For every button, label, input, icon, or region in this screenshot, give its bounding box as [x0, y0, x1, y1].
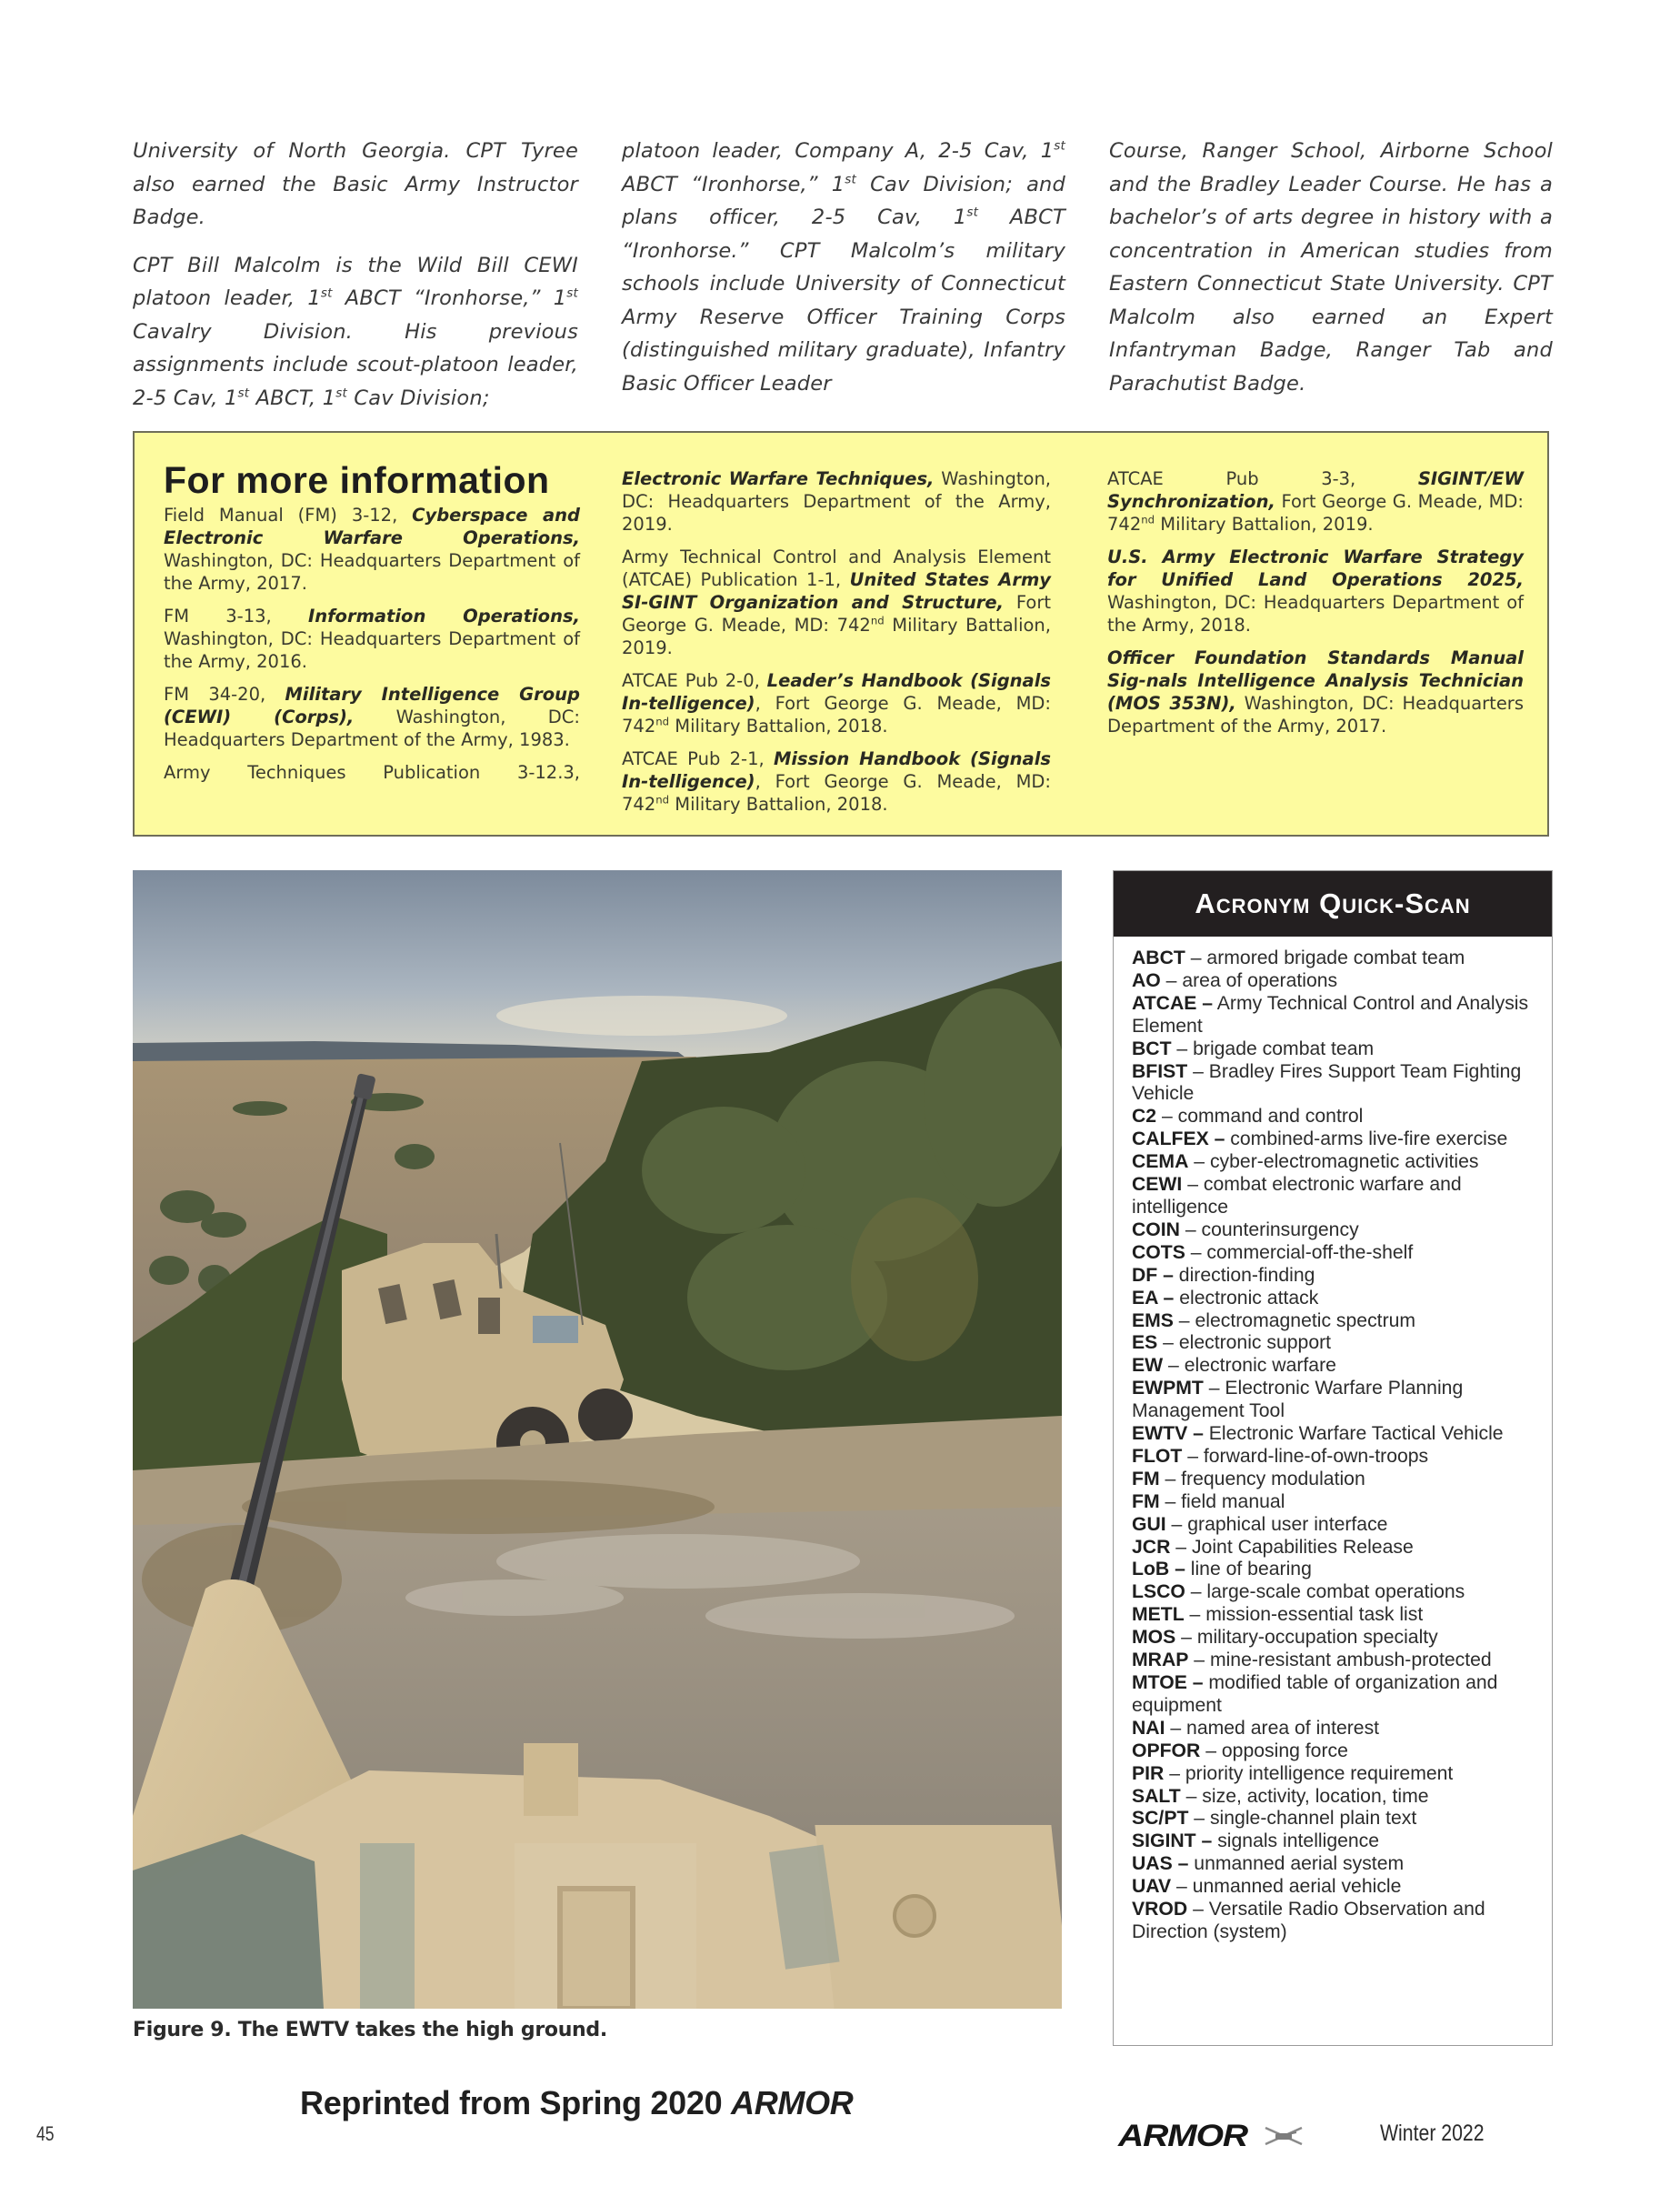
acronym-item: [1132, 1650, 1534, 1672]
acronym-abbr: MRAP: [1132, 1650, 1189, 1671]
acronym-abbr: BCT: [1132, 1038, 1172, 1059]
acronym-definition: combined-arms live-fire exercise: [1225, 1128, 1508, 1150]
acronym-box-title: Acronym Quick-Scan: [1114, 871, 1552, 937]
acronym-abbr: FM: [1132, 1468, 1160, 1489]
acronym-definition: – Joint Capabilities Release: [1170, 1536, 1414, 1558]
acronym-item: [1132, 1808, 1534, 1830]
acronym-abbr: EWTV –: [1132, 1423, 1204, 1445]
acronym-item: [1132, 1355, 1534, 1378]
acronym-abbr: EW: [1132, 1355, 1164, 1377]
reference-item: Army Technical Control and Analysis Element (ATCAE) Publication 1-1, United States Army SI-GINT Organization and Structure, Fort George G. Meade, MD: 742nd Military Battalion, 2019.: [622, 546, 1051, 658]
acronym-abbr: SC/PT: [1132, 1808, 1189, 1830]
acronym-item: [1132, 1106, 1534, 1128]
reference-item: FM 3-13, Information Operations, Washington, DC: Headquarters Department of the Army, 2016.: [164, 606, 580, 672]
acronym-abbr: SIGINT –: [1132, 1830, 1213, 1852]
acronym-item: [1132, 1242, 1534, 1265]
acronym-item: [1132, 1288, 1534, 1310]
crossed-sabers-tank-icon: [1264, 2124, 1304, 2148]
acronym-abbr: GUI: [1132, 1513, 1166, 1535]
acronym-definition: line of bearing: [1185, 1559, 1312, 1580]
reference-item: ATCAE Pub 3-3, SIGINT/EW Synchronization, Fort George G. Meade, MD: 742nd Military Battalion, 2019.: [1107, 468, 1524, 535]
photo-illustration: [133, 870, 1062, 2009]
acronym-item: [1132, 1830, 1534, 1853]
acronym-definition: modified table of organization and equipment: [1132, 1672, 1498, 1716]
acronym-item: [1132, 1763, 1534, 1786]
acronym-abbr: OPFOR: [1132, 1740, 1201, 1761]
acronym-list: [1114, 937, 1552, 1944]
reference-item: Officer Foundation Standards Manual Sig-nals Intelligence Analysis Technician (MOS 353N), Washington, DC: Headquarters Department of the Army, 2017.: [1107, 647, 1524, 737]
acronym-item: [1132, 1446, 1534, 1469]
acronym-abbr: SALT: [1132, 1785, 1181, 1807]
acronym-item: [1132, 1559, 1534, 1581]
acronym-item: [1132, 1740, 1534, 1763]
article-column-2: [622, 135, 1065, 415]
acronym-abbr: AO: [1132, 969, 1161, 991]
acronym-abbr: COTS: [1132, 1241, 1185, 1263]
acronym-abbr: ES: [1132, 1332, 1158, 1354]
acronym-definition: – area of operations: [1160, 969, 1338, 991]
acronym-definition: – opposing force: [1200, 1740, 1348, 1761]
acronym-definition: – command and control: [1156, 1106, 1364, 1128]
reference-item: Army Techniques Publication 3-12.3,: [164, 762, 580, 783]
acronym-abbr: BFIST: [1132, 1060, 1188, 1082]
figure-photo: [133, 870, 1062, 2009]
acronym-abbr: EA –: [1132, 1287, 1175, 1309]
acronym-definition: – cyber-electromagnetic activities: [1188, 1151, 1479, 1173]
acronym-abbr: COIN: [1132, 1218, 1180, 1240]
acronym-item: [1132, 948, 1534, 970]
more-info-box: [133, 431, 1549, 837]
acronym-item: [1132, 1310, 1534, 1333]
acronym-item: [1132, 970, 1534, 993]
article-paragraph: Course, Ranger School, Airborne School and the Bradley Leader Course. He has a bachelor’s of arts degree in history with a concentration in American studies from Eastern Connecticut State University. CPT Malcolm also earned an Expert Infantryman Badge, Ranger Tab and Parachutist Badge.: [1109, 139, 1553, 396]
acronym-abbr: LSCO: [1132, 1581, 1185, 1603]
page-number: 45: [36, 2122, 55, 2145]
article-paragraph: platoon leader, Company A, 2-5 Cav, 1st ABCT “Ironhorse,” 1st Cav Division; and plans officer, 2-5 Cav, 1st ABCT “Ironhorse.” CPT Malcolm’s military schools include University of Connecticut Army Reserve Officer Training Corps (distinguished military graduate), Infantry Basic Officer Leader: [622, 138, 1065, 396]
acronym-abbr: FM: [1132, 1490, 1160, 1512]
figure-caption: Figure 9. The EWTV takes the high ground.: [133, 2019, 607, 2041]
issue-date: Winter 2022: [1380, 2121, 1485, 2146]
acronym-abbr: VROD: [1132, 1899, 1188, 1920]
acronym-definition: Electronic Warfare Tactical Vehicle: [1203, 1423, 1504, 1445]
acronym-item: [1132, 1718, 1534, 1740]
article-paragraph: University of North Georgia. CPT Tyree also earned the Basic Army Instructor Badge.: [133, 139, 578, 229]
acronym-definition: – combat electronic warfare and intelligence: [1132, 1174, 1462, 1218]
article-paragraph: CPT Bill Malcolm is the Wild Bill CEWI platoon leader, 1st ABCT “Ironhorse,” 1st Cavalry Division. His previous assignments include scout-platoon leader, 2-5 Cav, 1st ABCT, 1st Cav Division;: [133, 253, 578, 410]
acronym-item: [1132, 1332, 1534, 1355]
acronym-abbr: DF –: [1132, 1264, 1174, 1286]
armor-logo-text: ARMOR: [1118, 2119, 1247, 2153]
acronym-abbr: CEWI: [1132, 1174, 1183, 1196]
acronym-abbr: LoB –: [1132, 1559, 1185, 1580]
acronym-item: [1132, 1174, 1534, 1219]
reference-item: Field Manual (FM) 3-12, Cyberspace and Electronic Warfare Operations, Washington, DC: Headquarters Department of the Army, 2017.: [164, 505, 580, 594]
acronym-abbr: ABCT: [1132, 948, 1185, 968]
acronym-abbr: JCR: [1132, 1536, 1171, 1558]
acronym-abbr: MTOE –: [1132, 1672, 1204, 1693]
acronym-item: [1132, 1604, 1534, 1627]
acronym-abbr: METL: [1132, 1604, 1185, 1626]
acronym-definition: – electronic support: [1157, 1332, 1332, 1354]
acronym-definition: – electronic warfare: [1163, 1355, 1336, 1377]
acronym-abbr: EWPMT: [1132, 1378, 1204, 1399]
acronym-quick-scan-box: [1113, 870, 1553, 2046]
acronym-definition: Army Technical Control and Analysis Element: [1132, 992, 1529, 1037]
acronym-definition: – military-occupation specialty: [1175, 1627, 1438, 1649]
acronym-definition: – graphical user interface: [1165, 1513, 1388, 1535]
acronym-item: [1132, 1899, 1534, 1944]
info-box-title: For more information: [164, 459, 550, 501]
acronym-item: [1132, 1128, 1534, 1151]
acronym-item: [1132, 1219, 1534, 1242]
reference-item: ATCAE Pub 2-0, Leader’s Handbook (Signals In-telligence), Fort George G. Meade, MD: 742nd Military Battalion, 2018.: [622, 670, 1051, 737]
acronym-item: [1132, 1537, 1534, 1559]
acronym-definition: – priority intelligence requirement: [1164, 1762, 1454, 1784]
acronym-definition: direction-finding: [1173, 1264, 1315, 1286]
acronym-definition: – commercial-off-the-shelf: [1185, 1241, 1414, 1263]
acronym-abbr: NAI: [1132, 1717, 1165, 1739]
acronym-abbr: MOS: [1132, 1627, 1176, 1649]
info-column-3: [1107, 467, 1524, 747]
acronym-item: [1132, 1672, 1534, 1718]
acronym-definition: – named area of interest: [1165, 1717, 1380, 1739]
acronym-definition: – Electronic Warfare Planning Management Tool: [1132, 1378, 1464, 1422]
acronym-item: [1132, 1876, 1534, 1899]
acronym-abbr: CALFEX –: [1132, 1128, 1225, 1150]
acronym-definition: electronic attack: [1174, 1287, 1319, 1309]
acronym-definition: – mine-resistant ambush-protected: [1188, 1650, 1492, 1671]
info-column-2: [622, 467, 1051, 826]
acronym-definition: signals intelligence: [1212, 1830, 1380, 1852]
acronym-definition: – size, activity, location, time: [1180, 1785, 1429, 1807]
acronym-item: [1132, 1151, 1534, 1174]
acronym-abbr: ATCAE –: [1132, 992, 1214, 1014]
acronym-definition: – field manual: [1159, 1490, 1285, 1512]
acronym-definition: – frequency modulation: [1159, 1468, 1365, 1489]
acronym-item: [1132, 1423, 1534, 1446]
acronym-definition: – unmanned aerial vehicle: [1171, 1876, 1402, 1898]
acronym-item: [1132, 1378, 1534, 1423]
acronym-item: [1132, 1061, 1534, 1107]
acronym-abbr: UAS –: [1132, 1853, 1189, 1875]
acronym-item: [1132, 1491, 1534, 1514]
acronym-definition: – mission-essential task list: [1184, 1604, 1424, 1626]
acronym-item: [1132, 993, 1534, 1038]
acronym-item: [1132, 1265, 1534, 1288]
acronym-abbr: EMS: [1132, 1309, 1174, 1331]
acronym-item: [1132, 1581, 1534, 1604]
acronym-item: [1132, 1514, 1534, 1537]
acronym-definition: – single-channel plain text: [1188, 1808, 1417, 1830]
acronym-definition: – Versatile Radio Observation and Direction (system): [1132, 1899, 1485, 1942]
reference-item: U.S. Army Electronic Warfare Strategy for Unified Land Operations 2025, Washington, DC: Headquarters Department of the Army, 2018.: [1107, 546, 1524, 636]
acronym-definition: unmanned aerial system: [1188, 1853, 1405, 1875]
reference-item: ATCAE Pub 2-1, Mission Handbook (Signals In-telligence), Fort George G. Meade, MD: 742nd Military Battalion, 2018.: [622, 748, 1051, 815]
acronym-item: [1132, 1469, 1534, 1491]
reprint-notice: Reprinted from Spring 2020 ARMOR: [300, 2084, 854, 2121]
acronym-item: [1132, 1038, 1534, 1061]
acronym-abbr: PIR: [1132, 1762, 1165, 1784]
reference-item: Electronic Warfare Techniques, Washington, DC: Headquarters Department of the Army, 2019.: [622, 468, 1051, 535]
article-column-3: [1109, 135, 1553, 415]
info-column-1: [164, 460, 580, 794]
acronym-definition: – large-scale combat operations: [1185, 1581, 1465, 1603]
acronym-definition: – brigade combat team: [1171, 1038, 1375, 1059]
acronym-abbr: CEMA: [1132, 1151, 1189, 1173]
acronym-definition: – forward-line-of-own-troops: [1182, 1445, 1429, 1467]
acronym-item: [1132, 1786, 1534, 1809]
acronym-abbr: C2: [1132, 1106, 1157, 1128]
acronym-item: [1132, 1853, 1534, 1876]
acronym-definition: – armored brigade combat team: [1185, 948, 1465, 968]
acronym-definition: – counterinsurgency: [1179, 1218, 1359, 1240]
acronym-item: [1132, 1627, 1534, 1650]
article-column-1: [133, 135, 578, 429]
acronym-definition: – electromagnetic spectrum: [1173, 1309, 1416, 1331]
acronym-abbr: FLOT: [1132, 1445, 1183, 1467]
acronym-abbr: UAV: [1132, 1876, 1172, 1898]
acronym-definition: – Bradley Fires Support Team Fighting Vehicle: [1132, 1060, 1522, 1105]
reference-item: FM 34-20, Military Intelligence Group (CEWI) (Corps), Washington, DC: Headquarters Department of the Army, 1983.: [164, 684, 580, 750]
